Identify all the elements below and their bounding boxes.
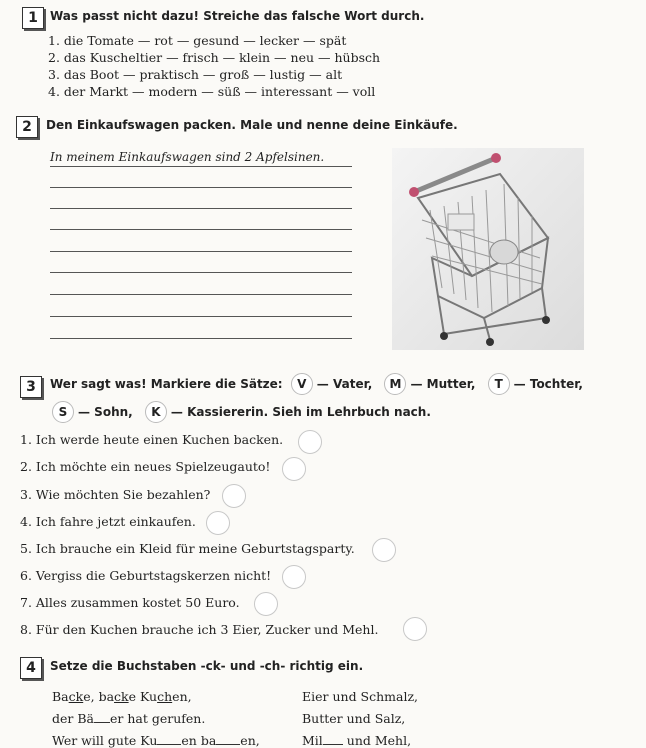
task-1-line-4: 4. der Markt — modern — süß — interessant — voll xyxy=(48,84,376,99)
task-3-title-end: Sieh im Lehrbuch nach. xyxy=(272,405,431,419)
answer-circle-2[interactable] xyxy=(282,457,306,481)
task-2-number: 2 xyxy=(16,116,38,138)
answer-circle-6[interactable] xyxy=(282,565,306,589)
task-3-number: 3 xyxy=(20,376,42,398)
legend-chip-k: K xyxy=(145,401,167,423)
shopping-cart-image xyxy=(392,148,584,350)
shopping-cart-icon xyxy=(392,148,584,350)
legend-label-v: — Vater, xyxy=(316,377,373,391)
writing-line[interactable] xyxy=(50,338,352,339)
answer-circle-4[interactable] xyxy=(206,511,230,535)
poem-left-line-1: Backe, backe Kuchen, xyxy=(52,689,192,704)
legend-chip-t: T xyxy=(488,373,510,395)
answer-circle-8[interactable] xyxy=(403,617,427,641)
task-1-line-1: 1. die Tomate — rot — gesund — lecker — spät xyxy=(48,33,347,48)
task-1-title: Was passt nicht dazu! Streiche das falsche Wort durch. xyxy=(50,9,425,23)
answer-circle-7[interactable] xyxy=(254,592,278,616)
fill-blank[interactable] xyxy=(323,733,343,745)
writing-line[interactable] xyxy=(50,208,352,209)
poem-right-line-1: Eier und Schmalz, xyxy=(302,689,419,704)
task-2-title: Den Einkaufswagen packen. Male und nenne deine Einkäufe. xyxy=(46,118,458,132)
poem-right-line-2: Butter und Salz, xyxy=(302,711,406,726)
sentence-5: 5. Ich brauche ein Kleid für meine Geburtstagsparty. xyxy=(20,541,355,556)
task-1-number: 1 xyxy=(22,7,44,29)
sentence-2: 2. Ich möchte ein neues Spielzeugauto! xyxy=(20,459,271,474)
sentence-7: 7. Alles zusammen kostet 50 Euro. xyxy=(20,595,240,610)
poem-left-line-3: Wer will gute Ku en ba en, xyxy=(52,733,260,748)
fill-blank[interactable] xyxy=(94,711,110,723)
answer-circle-5[interactable] xyxy=(372,538,396,562)
poem-left-line-2: der Bä er hat gerufen. xyxy=(52,711,206,726)
sentence-4: 4. Ich fahre jetzt einkaufen. xyxy=(20,514,196,529)
answer-circle-1[interactable] xyxy=(298,430,322,454)
writing-line[interactable] xyxy=(50,294,352,295)
task-2-example-sentence: In meinem Einkaufswagen sind 2 Apfelsinen. xyxy=(50,150,325,164)
writing-line[interactable] xyxy=(50,272,352,273)
writing-line[interactable] xyxy=(50,316,352,317)
task-3-title-start: Wer sagt was! Markiere die Sätze: xyxy=(50,377,283,391)
fill-blank[interactable] xyxy=(157,733,181,745)
writing-line[interactable] xyxy=(50,187,352,188)
legend-label-t: — Tochter, xyxy=(513,377,583,391)
legend-label-s: — Sohn, xyxy=(78,405,133,419)
legend-label-k: — Kassiererin. xyxy=(170,405,269,419)
task-3-title-line-2 xyxy=(52,400,431,424)
task-3-title-line-1 xyxy=(50,372,583,396)
sentence-6: 6. Vergiss die Geburtstagskerzen nicht! xyxy=(20,568,272,583)
writing-line[interactable] xyxy=(50,251,352,252)
writing-line[interactable] xyxy=(50,229,352,230)
legend-label-m: — Mutter, xyxy=(410,377,476,391)
poem-right-line-3: Mil und Mehl, xyxy=(302,733,412,748)
task-1-line-2: 2. das Kuscheltier — frisch — klein — neu — hübsch xyxy=(48,50,381,65)
task-1-line-3: 3. das Boot — praktisch — groß — lustig — alt xyxy=(48,67,343,82)
task-4-title: Setze die Buchstaben -ck- und -ch- richtig ein. xyxy=(50,659,364,673)
legend-chip-m: M xyxy=(384,373,406,395)
sentence-3: 3. Wie möchten Sie bezahlen? xyxy=(20,487,211,502)
sentence-8: 8. Für den Kuchen brauche ich 3 Eier, Zucker und Mehl. xyxy=(20,622,379,637)
writing-line[interactable] xyxy=(50,166,352,167)
task-4-number: 4 xyxy=(20,657,42,679)
legend-chip-v: V xyxy=(291,373,313,395)
legend-chip-s: S xyxy=(52,401,74,423)
fill-blank[interactable] xyxy=(216,733,240,745)
sentence-1: 1. Ich werde heute einen Kuchen backen. xyxy=(20,432,284,447)
answer-circle-3[interactable] xyxy=(222,484,246,508)
